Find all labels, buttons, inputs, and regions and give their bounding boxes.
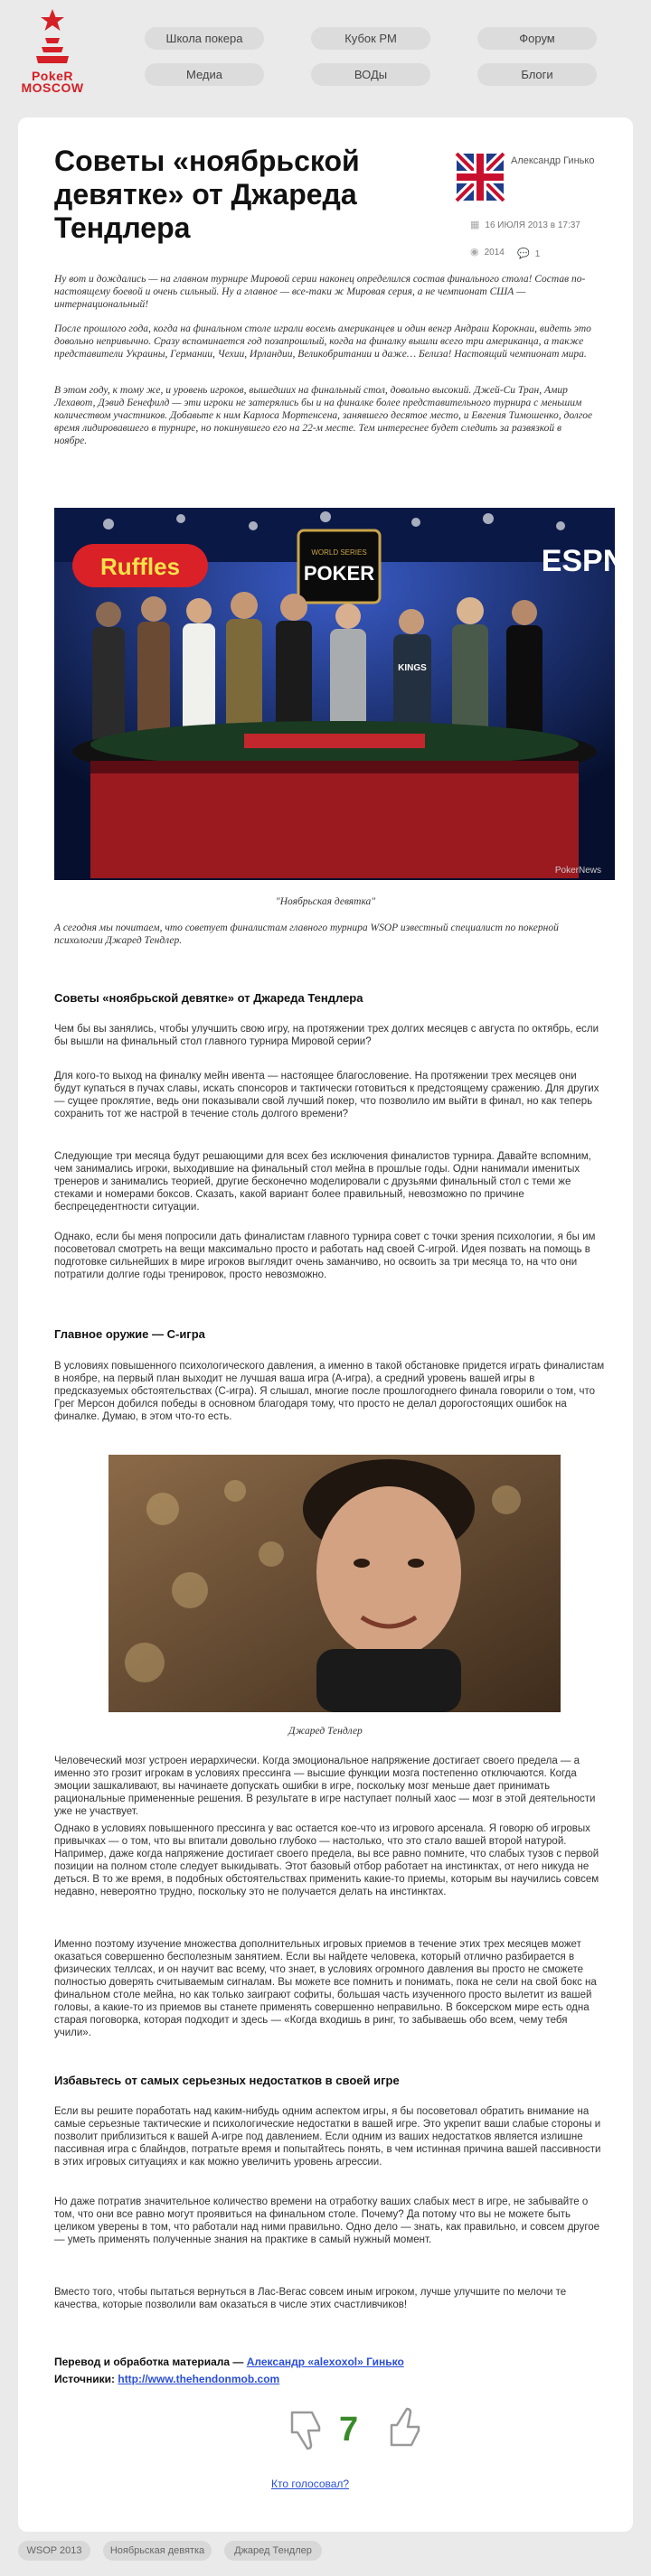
section2-heading: Главное оружие — С-игра	[54, 1327, 205, 1341]
section2-paragraph: Именно поэтому изучение множества дополнительных игровых приемов в течение этих трех месяцев может оказаться совершенно бесполезным занятием. Если вы найдете человека, который отлично разбирается в физических теллсах, и он научит вас всему, что знает, в условиях огромного давления вы просто не сможете полностью доверять считываемым сигналам. Вы можете все помнить и понимать, пока не сели на свой бокс на финальном столе мейна, но как только заиграют софиты, большая часть изученного просто вылетит из вашей головы, а какие-то из приемов вы станете применять совершенно неправильно. В боксерском мире есть одна старая поговорка, которая подходит и здесь — «Когда входишь в ринг, то забываешь обо всем, чему тебя учили».	[54, 1939, 597, 2038]
section1-paragraph: Однако, если бы меня попросили дать финалистам главного турнира совет с точки зрения психологии, я бы им посоветовал смотреть на вещи максимально просто и работать над своей С-игрой. Идея позвать на помощь в подготовке сильнейших в мире игроков выглядит очень заманчиво, но освоить за три месяца то, на что они потратили долгие годы тренировок, просто невозможно.	[54, 1232, 596, 1280]
article-card	[18, 117, 633, 2532]
thumbs-down-icon[interactable]	[285, 2407, 330, 2452]
nav-media[interactable]: Медиа	[145, 63, 264, 86]
section2-paragraph: Однако в условиях повышенного прессинга у вас остается кое-что из игрового арсенала. Я говорю об игровых привычках — о том, что вы впитали довольно глубоко — настолько, что это стало вашей второй натурой. Например, даже когда напряжение достигает своего предела, вы все равно помните, что слабых тузов с первой позиции на полном столе следует выкидывать. Этот базовый отбор работает на инстинктах, от него никуда не деться. В то же время, в подобных обстоятельствах применить какие-то приемы, которым вы научились совсем недавно, невероятно трудно, поскольку это не получается делать на инстинктах.	[54, 1823, 599, 1897]
section1-paragraph: Следующие три месяца будут решающими для всех без исключения финалистов турнира. Давайте вспомним, чем занимались игроки, выходившие на финальный стол мейна в прошлые годы. Одни нанимали именитых тренеров и занимались теорией, другие бесконечно моделировали с друзьями финальный стол с теми же стеками и номерами боксов. Сказать, какой вариант более правильный, невозможно по причине беспрецедентности ситуации.	[54, 1151, 591, 1213]
intro-after-photo: А сегодня мы почитаем, что советует финалистам главного турнира WSOP известный специалист по покерной психологии Джаред Тендлер.	[54, 923, 559, 946]
jared-tendler-photo	[108, 1455, 561, 1712]
section1-paragraph: Для кого-то выход на финалку мейн ивента — настоящее благословение. На протяжении трех месяцев они будут купаться в пучах славы, искать спонсоров и тактически готовиться к предстоящему сражению. Для других — сущее проклятие, ведь они показывали свой лучший покер, что позволило им выйти в финал, но как теперь сохранить тот же настрой в течение столь долгого времени?	[54, 1071, 599, 1119]
credit-label: Перевод и обработка материала —	[54, 2356, 247, 2368]
november-nine-photo	[54, 508, 626, 880]
nav-rm-cup[interactable]: Кубок РМ	[311, 27, 430, 50]
section1-paragraph: Чем бы вы занялись, чтобы улучшить свою игру, на протяжении трех долгих месяцев с августа по октябрь, если бы вышли на финальный стол главного турнира Мировой серии?	[54, 1024, 599, 1047]
rating-value: 7	[339, 2411, 359, 2449]
comments-count: 1	[534, 249, 541, 259]
publish-date: 16 ИЮЛЯ 2013 в 17:37	[485, 220, 580, 230]
lead-paragraph: После прошлого года, когда на финальном столе играли восемь американцев и один венгр Андраш Корокнаи, видеть это довольно непривычно. Сразу вспоминается год позапрошлый, когда на финалку вышли всего три американца, а также представители Украины, Германии, Чехии, Ирландии, Великобритании и даже… Белиза! Настоящий чемпионат мира.	[54, 323, 591, 360]
tag-jared-tendler[interactable]: Джаред Тендлер	[224, 2541, 322, 2561]
section2-paragraph: Человеческий мозг устроен иерархически. Когда эмоциональное напряжение достигает своего предела — а именно это грозит игрокам в условиях прессинга — высшие функции мозга постепенно отключаются. Когда эмоции зашкаливают, вы начинаете допускать ошибки в игре, поскольку мозг меньше дает принимать рациональные примененные решения. В результате в игре наступает полный хаос — мозг в этой деятельности уже не участвует.	[54, 1756, 596, 1817]
tag-november-nine[interactable]: Ноябрьская девятка	[103, 2541, 212, 2561]
section2-paragraph: В условиях повышенного психологического давления, а именно в такой обстановке придется играть финалистам в ноябре, на первый план выходит не лучшая ваша игра (А-игра), а средний уровень вашей игры в предсказуемых обстоятельствах (С-игра). Я слышал, многие после прошлогоднего финала говорили о том, что Грег Мерсон добился победы в основном благодаря тому, что просто не делал дорогостоящих ошибок на финалке. Думаю, в этом что-то есть.	[54, 1361, 605, 1422]
rating-widget	[267, 2405, 448, 2459]
photo2-caption: Джаред Тендлер	[288, 1726, 363, 1737]
author-avatar[interactable]	[457, 154, 504, 201]
nav-blogs[interactable]: Блоги	[477, 63, 597, 86]
comments-row[interactable]	[517, 248, 540, 259]
source-link[interactable]: http://www.thehendonmob.com	[118, 2373, 280, 2385]
photo-credit: PokerNews	[554, 866, 601, 876]
article-title: Советы «ноябрьской девятке» от Джареда Тендлера	[54, 145, 360, 244]
banner-espn: ESPN	[541, 544, 626, 578]
views-row	[470, 246, 505, 258]
portrait-illustration	[108, 1455, 561, 1712]
eye-icon: ◉	[470, 247, 479, 258]
logo-text-poker: PokeR	[31, 69, 74, 83]
logo-star-tower-icon	[25, 7, 80, 70]
calendar-icon: ▦	[470, 220, 480, 230]
logo-text-moscow: MOSCOW	[21, 80, 84, 95]
credit-author-link[interactable]: Александр «alexoxol» Гинько	[246, 2356, 404, 2368]
who-voted-link[interactable]: Кто голосовал?	[271, 2478, 350, 2490]
section1-heading: Советы «ноябрьской девятке» от Джареда Тендлера	[54, 991, 363, 1005]
banner-poker: POKER	[303, 562, 375, 585]
banner-world-series: WORLD SERIES	[311, 548, 367, 557]
site-logo[interactable]	[20, 7, 85, 111]
views-count: 2014	[484, 248, 505, 258]
translation-credit	[54, 2356, 404, 2368]
author-name[interactable]: Александр Гинько	[511, 155, 595, 166]
source-label: Источники:	[54, 2373, 118, 2385]
nav-vods[interactable]: ВОДы	[311, 63, 430, 86]
section3-paragraph: Вместо того, чтобы пытаться вернуться в Лас-Вегас совсем иным игроком, лучше улучшите по мелочи те качества, которые позволили вам оказаться в числе этих счастливчиков!	[54, 2287, 567, 2310]
section3-paragraph: Если вы решите поработать над каким-нибудь одним аспектом игры, я бы посоветовал обратить внимание на самые серьезные тактические и психологические недостатки в вашей игре. Это укрепит ваши слабые стороны и позволит приблизиться к вашей А-игре под давлением. Если одним из ваших недостатков является излишне пассивная игра с блайндов, потратьте время и попытайтесь понять, в чем истинная причина вашей пассивности в этих игровых ситуациях и как можно увеличить уровень агрессии.	[54, 2106, 601, 2168]
final-table-photo-illustration	[54, 508, 626, 880]
section3-paragraph: Но даже потратив значительное количество времени на отработку ваших слабых мест в игре, не забывайте о том, что они все равно могут проявиться на финальном столе. Почему? Да потому что вы не можете быть целиком уверены в том, что работали над ними правильно. Одно дело — знать, как правильно, и совсем другое — уметь применять полученные знания на практике в самый нужный момент.	[54, 2197, 600, 2245]
nav-forum[interactable]: Форум	[477, 27, 597, 50]
comment-icon: 💬	[517, 248, 530, 259]
nav-poker-school[interactable]: Школа покера	[145, 27, 264, 50]
lead-paragraph: Ну вот и дождались — на главном турнире Мировой серии наконец определился состав финального стола! Состав по-настоящему боевой и очень сильный. Ну а главное — все-таки ж Мировая серия, а не чемпионат США — интернациональный!	[54, 274, 586, 310]
section3-heading: Избавьтесь от самых серьезных недостатков в своей игре	[54, 2074, 400, 2087]
thumbs-up-icon[interactable]	[384, 2405, 429, 2450]
tag-wsop-2013[interactable]: WSOP 2013	[18, 2541, 90, 2561]
source-credit	[54, 2373, 279, 2385]
photo1-caption: "Ноябрьская девятка"	[275, 896, 376, 907]
uk-flag-avatar-icon	[457, 154, 504, 201]
site-header	[0, 0, 651, 117]
date-row	[470, 219, 580, 230]
lead-paragraph: В этом году, к тому же, и уровень игроков, вышедших на финальный стол, довольно высокий. Джей-Си Тран, Амир Лехавот, Дэвид Бенефилд — эти игроки не затерялись бы и на финалке более представительного турнира с меньшим количеством участников. Добавьте к ним Карлоса Мортенсена, занявшего десятое место, и Евгения Тимошенко, долгое время лидировавшего в турнире, но покинувшего его на 22-м месте. Тем интереснее будет следить за развязкой в ноябре.	[54, 385, 593, 446]
banner-ruffles: Ruffles	[99, 553, 181, 580]
shirt-kings: KINGS	[398, 663, 427, 673]
